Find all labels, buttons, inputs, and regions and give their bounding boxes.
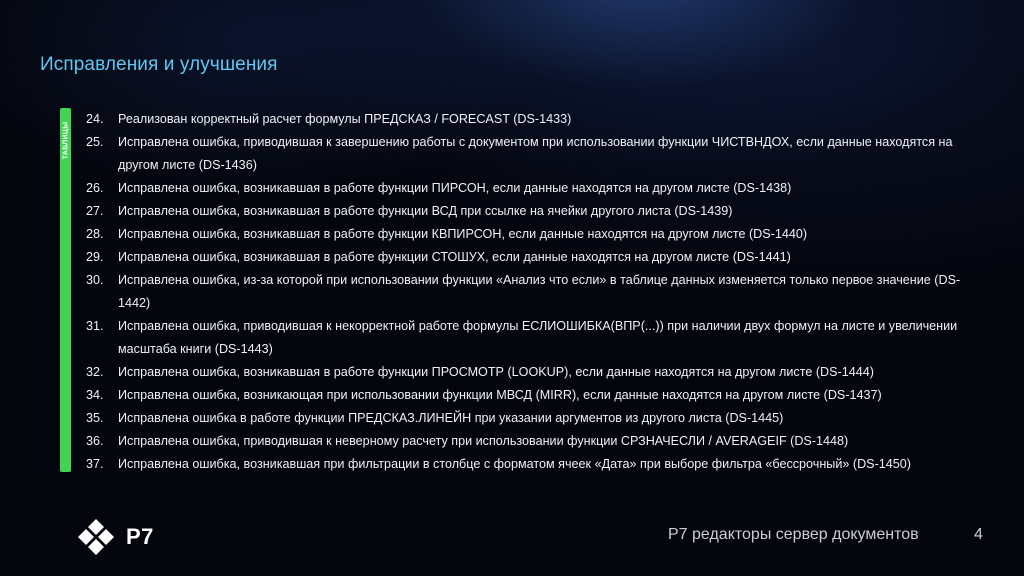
list-item-number: 31. (86, 319, 104, 333)
list-item-number: 35. (86, 411, 104, 425)
list-item-number: 28. (86, 227, 104, 241)
list-item-number: 37. (86, 457, 104, 471)
list-item-number: 30. (86, 273, 104, 287)
list-item-text: Реализован корректный расчет формулы ПРЕДСКАЗ / FORECAST (DS-1433) (118, 112, 572, 126)
list-item-number: 34. (86, 388, 104, 402)
list-item-text: Исправлена ошибка, приводившая к завершению работы с документом при использовании функции ЧИСТВНДОХ, если данные находятся на другом листе (DS-1436) (118, 135, 953, 172)
list-item-text: Исправлена ошибка, приводившая к некорректной работе формулы ЕСЛИОШИБКА(ВПР(...)) при наличии двух формул на листе и увеличении масштаба книги (DS-1443) (118, 319, 958, 356)
list-item-text: Исправлена ошибка, возникавшая в работе функции ПРОСМОТР (LOOKUP), если данные находятся на другом листе (DS-1444) (118, 365, 874, 379)
list-item-number: 32. (86, 365, 104, 379)
list-item (86, 453, 986, 476)
list-item (86, 131, 986, 177)
fix-list (86, 108, 986, 476)
list-item-number: 24. (86, 112, 104, 126)
list-item-number: 36. (86, 434, 104, 448)
list-item (86, 108, 986, 131)
list-item-text: Исправлена ошибка, приводившая к неверному расчету при использовании функции СРЗНАЧЕСЛИ / AVERAGEIF (DS-1448) (118, 434, 849, 448)
list-item (86, 177, 986, 200)
list-item-number: 29. (86, 250, 104, 264)
list-item-number: 25. (86, 135, 104, 149)
list-item-text: Исправлена ошибка в работе функции ПРЕДСКАЗ.ЛИНЕЙН при указании аргументов из другого листа (DS-1445) (118, 411, 784, 425)
list-item-text: Исправлена ошибка, возникавшая в работе функции ПИРСОН, если данные находятся на другом листе (DS-1438) (118, 181, 792, 195)
list-item (86, 200, 986, 223)
list-item (86, 246, 986, 269)
list-item-text: Исправлена ошибка, из-за которой при использовании функции «Анализ что если» в таблице данных изменяется только первое значение (DS-1442) (118, 273, 961, 310)
diamond-grid-logo-icon (72, 517, 120, 557)
list-item (86, 315, 986, 361)
list-item (86, 269, 986, 315)
side-tab-label: ТАБЛИЦЫ (62, 121, 70, 159)
list-item (86, 361, 986, 384)
logo-text: P7 (126, 524, 154, 549)
list-item-text: Исправлена ошибка, возникавшая в работе функции ВСД при ссылке на ячейки другого листа (DS-1439) (118, 204, 733, 218)
list-item (86, 407, 986, 430)
list-item (86, 384, 986, 407)
list-item (86, 430, 986, 453)
list-item-text: Исправлена ошибка, возникавшая в работе функции КВПИРСОН, если данные находятся на другом листе (DS-1440) (118, 227, 808, 241)
list-item-text: Исправлена ошибка, возникавшая в работе функции СТОШУХ, если данные находятся на другом листе (DS-1441) (118, 250, 791, 264)
list-item-text: Исправлена ошибка, возникающая при использовании функции МВСД (MIRR), если данные находятся на другом листе (DS-1437) (118, 388, 882, 402)
list-item-number: 26. (86, 181, 104, 195)
page-number: 4 (974, 526, 983, 543)
slide-title: Исправления и улучшения (40, 54, 278, 75)
list-item-text: Исправлена ошибка, возникавшая при фильтрации в столбце с форматом ячеек «Дата» при выборе фильтра «бессрочный» (DS-1450) (118, 457, 911, 471)
side-tab-label-wrapper (60, 108, 71, 172)
list-item-number: 27. (86, 204, 104, 218)
footer-text: Р7 редакторы сервер документов (668, 526, 919, 543)
logo (72, 517, 154, 557)
list-item (86, 223, 986, 246)
